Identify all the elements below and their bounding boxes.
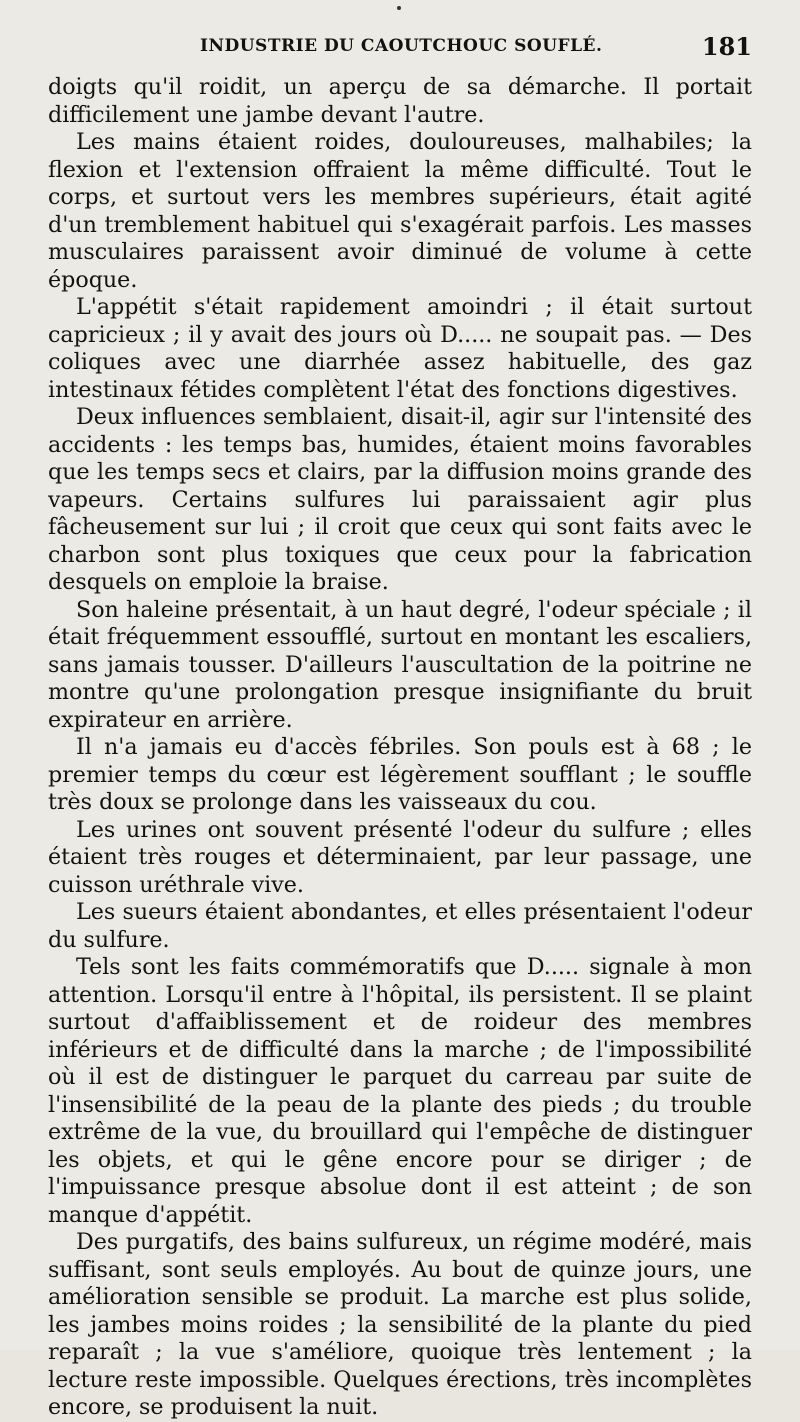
page-number: 181 bbox=[701, 32, 752, 61]
paragraph: Les sueurs étaient abondantes, et elles présentaient l'odeur du sulfure. bbox=[48, 899, 752, 953]
paragraph: Les mains étaient roides, douloureuses, malhabiles; la flexion et l'extension offraient la même difficulté. Tout le corps, et surtout vers les membres supérieurs, était agité d'un tremblement habituel qui s'exagérait parfois. Les masses musculaires paraissent avoir diminué de volume à cette époque. bbox=[48, 129, 752, 293]
ink-dot-mark bbox=[397, 6, 401, 10]
paragraph: Tels sont les faits commémoratifs que D..... signale à mon attention. Lorsqu'il entre à l'hôpital, ils persistent. Il se plaint surtout d'affaiblissement et de roideur des membres inférieurs et de difficulté dans la marche ; de l'impossibilité où il est de distinguer le parquet du carreau par suite de l'insensibilité de la peau de la plante des pieds ; du trouble extrême de la vue, du brouillard qui l'empêche de distinguer les objets, et qui le gêne encore pour se diriger ; de l'impuissance presque absolue dont il est atteint ; de son manque d'appétit. bbox=[48, 954, 752, 1228]
paragraph: doigts qu'il roidit, un aperçu de sa démarche. Il portait difficilement une jambe devant l'autre. bbox=[48, 74, 752, 128]
paragraph: Il n'a jamais eu d'accès fébriles. Son pouls est à 68 ; le premier temps du cœur est légèrement soufflant ; le souffle très doux se prolonge dans les vaisseaux du cou. bbox=[48, 734, 752, 815]
page-header bbox=[48, 34, 752, 74]
paragraph: L'appétit s'était rapidement amoindri ; il était surtout capricieux ; il y avait des jours où D..... ne soupait pas. — Des coliques avec une diarrhée assez habituelle, des gaz intestinaux fétides complètent l'état des fonctions digestives. bbox=[48, 294, 752, 403]
paragraph: Des purgatifs, des bains sulfureux, un régime modéré, mais suffisant, sont seuls employés. Au bout de quinze jours, une amélioration sensible se produit. La marche est plus solide, les jambes moins roides ; la sensibilité de la plante du pied reparaît ; la vue s'améliore, quoique très lentement ; la lecture reste impossible. Quelques érections, très incomplètes encore, se produisent la nuit. bbox=[48, 1229, 752, 1420]
body-text bbox=[48, 74, 752, 1422]
paragraph: Deux influences semblaient, disait-il, agir sur l'intensité des accidents : les temps bas, humides, étaient moins favorables que les temps secs et clairs, par la diffusion moins grande des vapeurs. Certains sulfures lui paraissaient agir plus fâcheusement sur lui ; il croit que ceux qui sont faits avec le charbon sont plus toxiques que ceux pour la fabrication desquels on emploie la braise. bbox=[48, 404, 752, 595]
paragraph: Les urines ont souvent présenté l'odeur du sulfure ; elles étaient très rouges et déterminaient, par leur passage, une cuisson uréthrale vive. bbox=[48, 816, 752, 898]
running-title: INDUSTRIE DU CAOUTCHOUC SOUFLÉ. bbox=[200, 36, 603, 56]
paragraph: Son haleine présentait, à un haut degré, l'odeur spéciale ; il était fréquemment essoufflé, surtout en montant les escaliers, sans jamais tousser. D'ailleurs l'auscultation de la poitrine ne montre qu'une prolongation presque insignifiante du bruit expirateur en arrière. bbox=[48, 596, 752, 733]
